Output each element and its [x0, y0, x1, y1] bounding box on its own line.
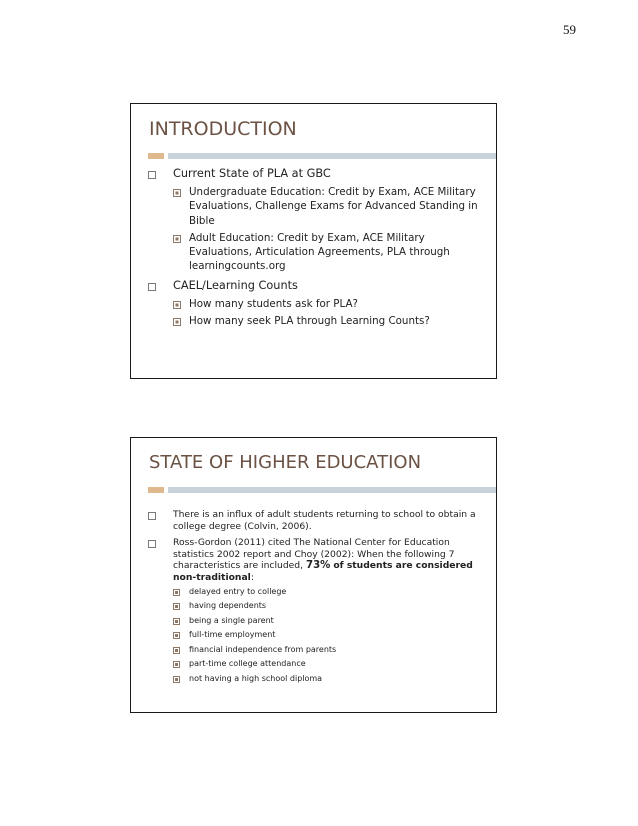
slide-introduction [130, 103, 497, 379]
slide-title: STATE OF HIGHER EDUCATION [149, 452, 422, 473]
slide-state-of-higher-education [130, 437, 497, 713]
title-accent-square [148, 487, 164, 493]
slide-content [147, 509, 486, 687]
characteristic-item: full-time employment [173, 629, 486, 642]
bullet-item: Current State of PLA at GBC [147, 166, 486, 182]
characteristic-item: delayed entry to college [173, 586, 486, 599]
characteristic-item: being a single parent [173, 615, 486, 628]
sub-bullet-item: How many seek PLA through Learning Counts? [173, 314, 486, 328]
title-accent-square [148, 153, 164, 159]
bullet-list [147, 509, 486, 685]
bold-text: of students are considered non-traditional [173, 560, 473, 583]
characteristics-list [173, 586, 486, 686]
bullet-list [147, 166, 486, 328]
slide-content [147, 166, 486, 332]
bullet-item: There is an influx of adult students returning to school to obtain a college degree (Colvin, 2006). [147, 509, 486, 532]
sub-bullet-list [173, 297, 486, 329]
bullet-text-suffix: : [250, 571, 254, 583]
bullet-item [147, 537, 486, 583]
sub-bullet-item: How many students ask for PLA? [173, 297, 486, 311]
characteristic-item: having dependents [173, 600, 486, 613]
title-accent-bar [168, 153, 496, 159]
bullet-item: CAEL/Learning Counts [147, 278, 486, 294]
slide-title: INTRODUCTION [149, 118, 297, 140]
page-number: 59 [563, 22, 576, 37]
characteristic-item: part-time college attendance [173, 658, 486, 671]
title-accent-bar [168, 487, 496, 493]
bold-percentage: 73% [306, 560, 331, 572]
bullet-text: Ross-Gordon (2011) cited The National Center for Education statistics 2002 report and Choy (2002): When the following 7 characteristics are included, [173, 537, 455, 572]
characteristic-item: not having a high school diploma [173, 673, 486, 686]
sub-bullet-item: Adult Education: Credit by Exam, ACE Military Evaluations, Articulation Agreements, PLA through learningcounts.org [173, 231, 486, 274]
sub-bullet-list [173, 185, 486, 274]
characteristic-item: financial independence from parents [173, 644, 486, 657]
sub-bullet-item: Undergraduate Education: Credit by Exam, ACE Military Evaluations, Challenge Exams for Advanced Standing in Bible [173, 185, 486, 228]
